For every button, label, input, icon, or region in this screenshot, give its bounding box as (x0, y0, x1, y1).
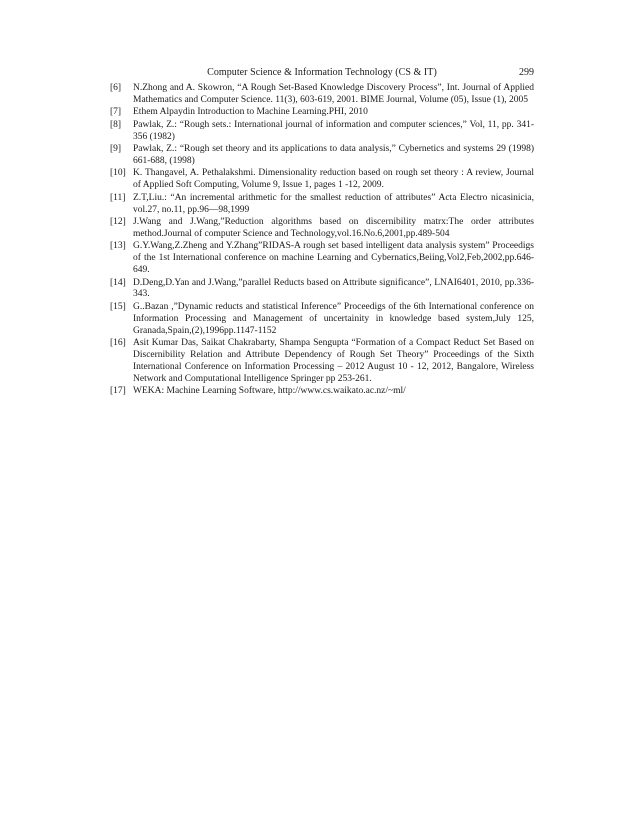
reference-item (110, 193, 534, 217)
reference-item (110, 83, 534, 107)
reference-text: G..Bazan ,”Dynamic reducts and statistical Inference” Proceedigs of the 6th International conference on Information Processing and Management of uncertainity in knowledge based system,July 125, Granada,Spain,(2),1996pp.1147-1152 (133, 301, 534, 336)
reference-text: N.Zhong and A. Skowron, “A Rough Set-Based Knowledge Discovery Process”, Int. Journal of Applied Mathematics and Computer Science. 11(3), 603-619, 2001. BIME Journal, Volume (05), Issue (1), 2005 (133, 83, 534, 105)
reference-item (110, 302, 534, 338)
reference-number: [12] (110, 216, 126, 227)
reference-item (110, 120, 534, 144)
reference-number: [9] (110, 144, 122, 155)
reference-text: Ethem Alpaydin Introduction to Machine Learning.PHI, 2010 (133, 107, 368, 118)
reference-number: [16] (110, 338, 126, 349)
reference-list (110, 83, 534, 399)
reference-item (110, 241, 534, 277)
reference-text: WEKA: Machine Learning Software, http://www.cs.waikato.ac.nz/~ml/ (133, 386, 406, 397)
journal-title: Computer Science & Information Technology (CS & IT) (207, 67, 437, 78)
reference-item (110, 144, 534, 168)
reference-number: [7] (110, 107, 122, 118)
reference-text: Pawlak, Z.: “Rough set theory and its applications to data analysis,” Cybernetics and systems 29 (1998) 661-688, (1998) (133, 144, 534, 166)
reference-number: [15] (110, 301, 126, 312)
reference-text: K. Thangavel, A. Pethalakshmi. Dimensionality reduction based on rough set theory : A review, Journal of Applied Soft Computing, Volume 9, Issue 1, pages 1 -12, 2009. (133, 168, 534, 191)
reference-item (110, 338, 534, 386)
reference-item (110, 168, 534, 192)
reference-number: [10] (110, 168, 126, 179)
running-header (110, 66, 534, 80)
reference-text: Asit Kumar Das, Saikat Chakrabarty, Shampa Sengupta “Formation of a Compact Reduct Set Based on Discernibility Relation and Attribute Dependency of Rough Set Theory” Proceedings of the Sixth International Conference on Information Processing – 2012 August 10 - 12, 2012, Bangalore, Wireless Network and Computational Intelligence Springer pp 253-261. (133, 338, 534, 384)
reference-number: [13] (110, 241, 126, 252)
reference-text: J.Wang and J.Wang,”Reduction algorithms based on discernibility matrx:The order attributes method.Journal of computer Science and Technology,vol.16.No.6,2001,pp.489-504 (133, 216, 534, 239)
reference-number: [17] (110, 386, 126, 397)
reference-item (110, 386, 534, 398)
reference-number: [8] (110, 119, 122, 130)
reference-text: D.Deng,D.Yan and J.Wang,”parallel Reducts based on Attribute significance”, LNAI6401, 2010, pp.336-343. (133, 277, 534, 300)
reference-text: Pawlak, Z.: “Rough sets.: International journal of information and computer sciences,” Vol, 11, pp. 341-356 (1982) (133, 119, 534, 142)
reference-number: [11] (110, 192, 126, 203)
page-number: 299 (519, 67, 534, 78)
reference-item (110, 278, 534, 302)
reference-item (110, 107, 534, 119)
reference-number: [14] (110, 277, 126, 288)
reference-text: Z.T,Liu.: “An incremental arithmetic for the smallest reduction of attributes” Acta Electro nicasinicia, vol.27, no.11, pp.96—98,1999 (133, 192, 534, 215)
reference-text: G.Y.Wang,Z.Zheng and Y.Zhang”RIDAS-A rough set based intelligent data analysis system” Proceedigs of the 1st International conference on machine Learning and Cybernatics,Beiing,Vol2,Feb,2002,pp.646-649. (133, 241, 534, 276)
reference-item (110, 217, 534, 241)
reference-number: [6] (110, 83, 122, 93)
